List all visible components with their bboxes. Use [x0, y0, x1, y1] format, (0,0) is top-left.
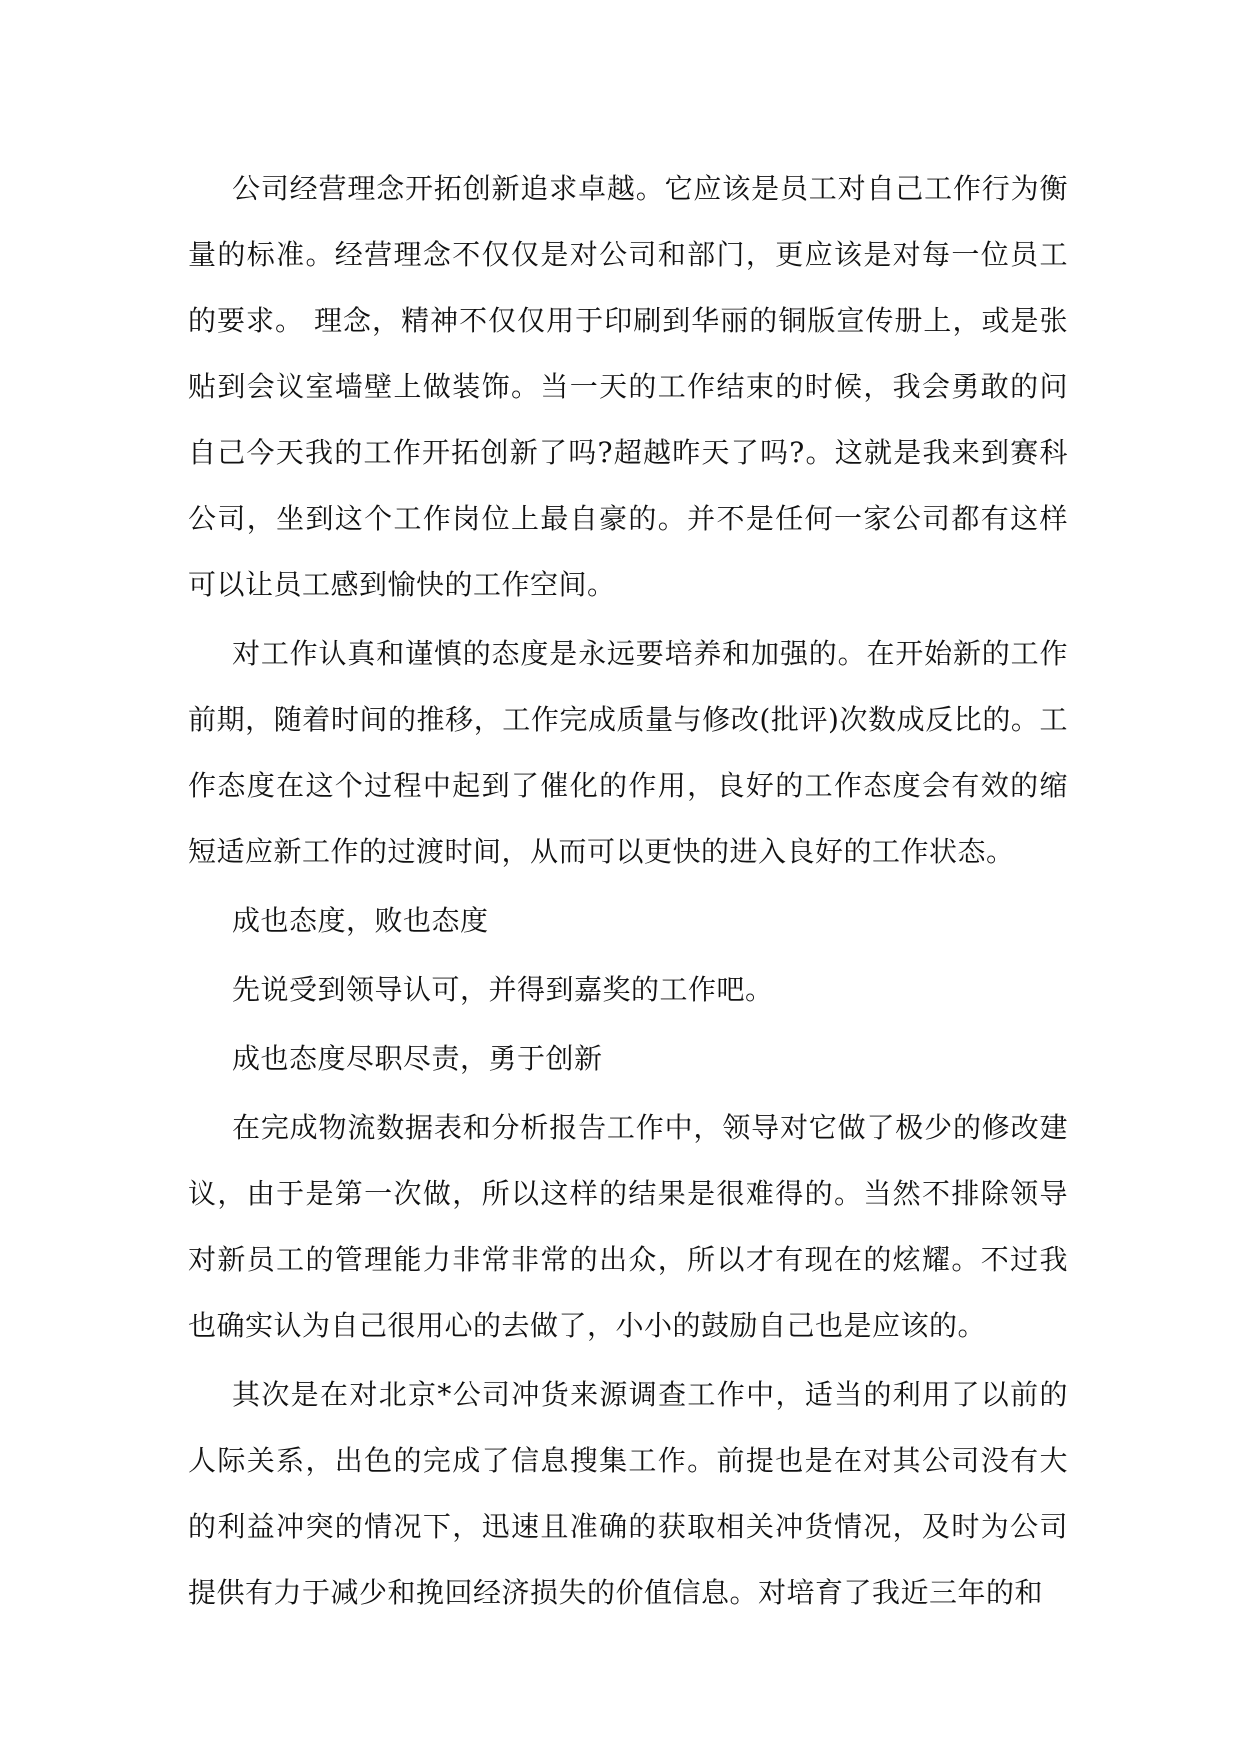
paragraph-beijing-investigation: 其次是在对北京*公司冲货来源调查工作中，适当的利用了以前的人际关系，出色的完成了信息搜集工作。前提也是在对其公司没有大的利益冲突的情况下，迅速且准确的获取相关冲货情况，及时为公司提供有力于减少和挽回经济损失的价值信息。对培育了我近三年的和 [188, 1378, 1068, 1609]
paragraph-heading-attitude: 成也态度，败也态度 [232, 904, 489, 937]
document-body [188, 156, 1068, 1629]
paragraph-heading-duty: 成也态度尽职尽责，勇于创新 [232, 1042, 603, 1075]
paragraph-work-attitude: 对工作认真和谨慎的态度是永远要培养和加强的。在开始新的工作前期，随着时间的推移，工作完成质量与修改(批评)次数成反比的。工作态度在这个过程中起到了催化的作用，良好的工作态度会有效的缩短适应新工作的过渡时间，从而可以更快的进入良好的工作状态。 [188, 637, 1068, 868]
paragraph-logistics-report: 在完成物流数据表和分析报告工作中，领导对它做了极少的修改建议，由于是第一次做，所以这样的结果是很难得的。当然不排除领导对新员工的管理能力非常非常的出众，所以才有现在的炫耀。不过我也确实认为自己很用心的去做了，小小的鼓励自己也是应该的。 [188, 1111, 1068, 1342]
paragraph-philosophy: 公司经营理念开拓创新追求卓越。它应该是员工对自己工作行为衡量的标准。经营理念不仅仅是对公司和部门，更应该是对每一位员工的要求。 理念，精神不仅仅用于印刷到华丽的铜版宣传册上，或是张贴到会议室墙壁上做装饰。当一天的工作结束的时候，我会勇敢的问自己今天我的工作开拓创新了吗?超越昨天了吗?。这就是我来到赛科公司，坐到这个工作岗位上最自豪的。并不是任何一家公司都有这样可以让员工感到愉快的工作空间。 [188, 172, 1068, 601]
paragraph-recognized-work: 先说受到领导认可，并得到嘉奖的工作吧。 [232, 973, 774, 1006]
